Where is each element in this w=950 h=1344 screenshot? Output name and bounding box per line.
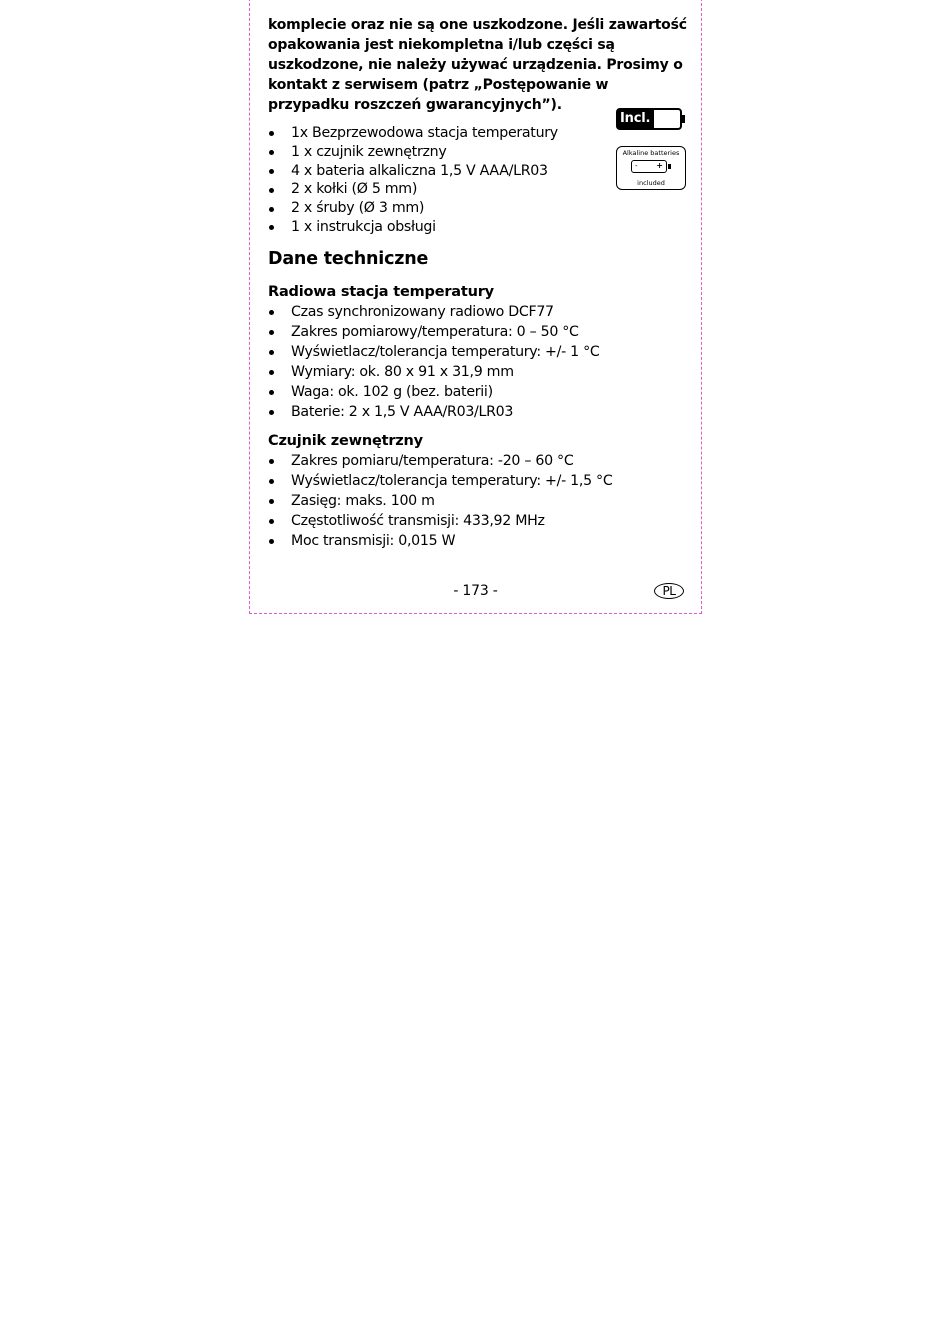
list-item: Wyświetlacz/tolerancja temperatury: +/- 1 °C (268, 342, 688, 362)
list-item: Częstotliwość transmisji: 433,92 MHz (268, 511, 688, 531)
included-label: included (637, 179, 665, 187)
outdoor-sensor-heading: Czujnik zewnętrzny (268, 432, 423, 449)
battery-tip-icon (682, 115, 685, 123)
manual-page (249, 0, 702, 614)
list-item: Wyświetlacz/tolerancja temperatury: +/- 1,5 °C (268, 471, 688, 491)
list-item: Zakres pomiaru/temperatura: -20 – 60 °C (268, 451, 688, 471)
radio-station-specs (268, 302, 688, 422)
plus-sign: + (656, 161, 663, 170)
battery-icon (631, 160, 667, 173)
alkaline-batteries-icon (616, 146, 686, 190)
list-item: Zakres pomiarowy/temperatura: 0 – 50 °C (268, 322, 688, 342)
list-item: 2 x śruby (Ø 3 mm) (268, 199, 688, 218)
list-item: Moc transmisji: 0,015 W (268, 531, 688, 551)
intro-paragraph: komplecie oraz nie są one uszkodzone. Jeśli zawartość opakowania jest niekompletna i/lub części są uszkodzone, nie należy używać urządzenia. Prosimy o kontakt z serwisem (patrz „Postępowanie w przypadku roszczeń gwarancyjnych”). (268, 17, 687, 113)
batteries-included-icon (616, 108, 682, 130)
outdoor-sensor-specs (268, 451, 688, 551)
incl-label: Incl. (618, 110, 654, 128)
list-item: 4 x bateria alkaliczna 1,5 V AAA/LR03 (268, 162, 688, 181)
list-item: 1 x instrukcja obsługi (268, 218, 688, 237)
list-item: Wymiary: ok. 80 x 91 x 31,9 mm (268, 362, 688, 382)
page-content (268, 15, 688, 551)
list-item: Zasięg: maks. 100 m (268, 491, 688, 511)
minus-sign: - (635, 162, 638, 170)
language-badge: PL (654, 583, 684, 599)
page-number: - 173 - (453, 583, 498, 599)
battery-tip-icon (668, 164, 671, 169)
radio-station-heading: Radiowa stacja temperatury (268, 283, 494, 300)
list-item: Waga: ok. 102 g (bez. baterii) (268, 382, 688, 402)
list-item: 2 x kołki (Ø 5 mm) (268, 180, 688, 199)
section-heading: Dane techniczne (268, 248, 429, 269)
list-item: Baterie: 2 x 1,5 V AAA/R03/LR03 (268, 402, 688, 422)
list-item: Czas synchronizowany radiowo DCF77 (268, 302, 688, 322)
alkaline-label: Alkaline batteries (622, 149, 680, 157)
list-item: 1 x czujnik zewnętrzny (268, 143, 688, 162)
list-item: 1x Bezprzewodowa stacja temperatury (268, 124, 688, 143)
